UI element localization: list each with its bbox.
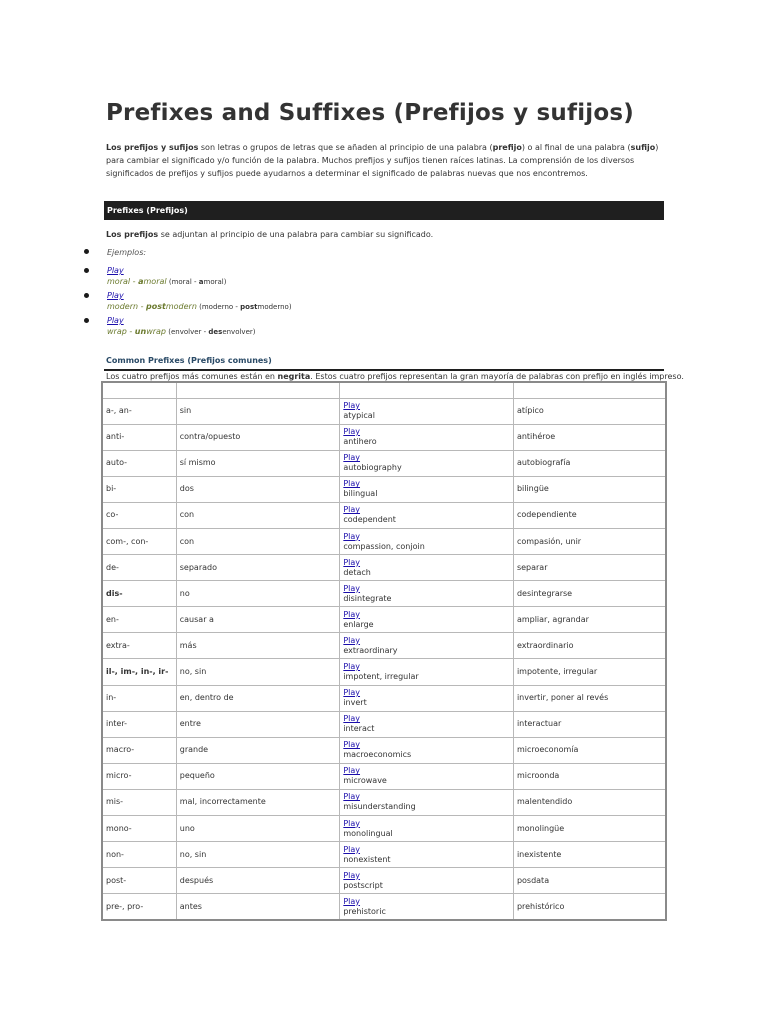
meaning-cell: entre — [176, 711, 340, 737]
example-cell — [340, 685, 514, 711]
translation-cell: compasión, unir — [513, 528, 666, 554]
play-link[interactable]: Play — [343, 818, 361, 828]
table-row — [102, 685, 666, 711]
play-link[interactable]: Play — [343, 505, 361, 515]
prefix-cell: non- — [102, 842, 176, 868]
table-row — [102, 555, 666, 581]
example-gloss — [197, 303, 292, 311]
translation-cell: inexistente — [513, 842, 666, 868]
example-base-word: moral — [107, 277, 131, 286]
meaning-cell: uno — [176, 816, 340, 842]
example-word: detach — [343, 567, 371, 577]
translation-cell: interactuar — [513, 711, 666, 737]
intro-text-3: ) para cambiar el significado y/o función de la palabra. Muchos prefijos y sufijos tienen raíces latinas. La comprensión de los diversos significados de prefijos y sufijos puede ayudarnos a determinar el significado de palabras nuevas que nos encontremos. — [106, 143, 659, 178]
play-link[interactable]: Play — [343, 427, 361, 437]
play-link[interactable]: Play — [107, 291, 124, 300]
example-prefix: a — [138, 277, 144, 286]
prefix-cell: en- — [102, 607, 176, 633]
meaning-cell: pequeño — [176, 763, 340, 789]
intro-bold-lead: Los prefijos y sufijos — [106, 143, 199, 152]
prefix-cell: a-, an- — [102, 398, 176, 424]
gloss-open: (envolver - — [166, 328, 209, 336]
table-row — [102, 607, 666, 633]
example-base-word: wrap — [107, 327, 127, 336]
prefix-table-body — [102, 382, 666, 920]
play-link[interactable]: Play — [343, 479, 361, 489]
prefix-cell: extra- — [102, 633, 176, 659]
gloss-rest: moral) — [203, 278, 227, 286]
gloss-bold: post — [240, 303, 258, 311]
play-link[interactable]: Play — [343, 870, 361, 880]
header-cell — [340, 382, 514, 398]
intro-text-2: ) o al final de una palabra ( — [521, 143, 631, 152]
section-desc-bold: Los prefijos — [106, 230, 159, 239]
example-cell — [340, 894, 514, 920]
translation-cell: antihéroe — [513, 424, 666, 450]
gloss-rest: envolver) — [222, 328, 256, 336]
prefix-cell: mono- — [102, 816, 176, 842]
meaning-cell: más — [176, 633, 340, 659]
prefix-cell: bi- — [102, 476, 176, 502]
translation-cell: autobiografía — [513, 450, 666, 476]
play-link[interactable]: Play — [343, 635, 361, 645]
prefix-cell: post- — [102, 868, 176, 894]
translation-cell: microonda — [513, 763, 666, 789]
meaning-cell: separado — [176, 555, 340, 581]
example-cell — [340, 476, 514, 502]
example-cell — [340, 763, 514, 789]
header-cell — [176, 382, 340, 398]
example-words — [107, 277, 167, 286]
prefix-cell: in- — [102, 685, 176, 711]
bullet-dot — [84, 268, 89, 273]
example-cell — [340, 528, 514, 554]
prefix-table — [101, 381, 667, 921]
note-text-2: . Estos cuatro prefijos representan la gran mayoría de palabras con prefijo en inglés impreso. — [310, 372, 684, 381]
page-title: Prefixes and Suffixes (Prefijos y sufijos) — [106, 100, 634, 126]
table-header-row — [102, 382, 666, 398]
example-prefix: post — [146, 302, 166, 311]
prefix-cell: mis- — [102, 789, 176, 815]
play-link[interactable]: Play — [343, 896, 361, 906]
meaning-cell: en, dentro de — [176, 685, 340, 711]
meaning-cell: causar a — [176, 607, 340, 633]
meaning-cell: contra/opuesto — [176, 424, 340, 450]
play-link[interactable]: Play — [343, 714, 361, 724]
section-header-prefixes: Prefixes (Prefijos) — [104, 201, 664, 220]
meaning-cell: sin — [176, 398, 340, 424]
meaning-cell: no, sin — [176, 842, 340, 868]
common-prefixes-heading: Common Prefixes (Prefijos comunes) — [106, 356, 272, 365]
example-separator: - — [126, 327, 135, 336]
table-row — [102, 424, 666, 450]
example-word: bilingual — [343, 489, 378, 499]
meaning-cell: grande — [176, 737, 340, 763]
example-separator: - — [130, 277, 139, 286]
section-description — [106, 230, 433, 239]
example-word: prehistoric — [343, 906, 386, 916]
example-word: misunderstanding — [343, 802, 416, 812]
play-link[interactable]: Play — [343, 401, 361, 411]
table-row — [102, 763, 666, 789]
examples-label: Ejemplos: — [107, 248, 147, 257]
note-text-1: Los cuatro prefijos más comunes están en — [106, 372, 278, 381]
table-row — [102, 502, 666, 528]
meaning-cell: después — [176, 868, 340, 894]
section-desc-text: se adjuntan al principio de una palabra para cambiar su significado. — [158, 230, 434, 239]
table-row — [102, 789, 666, 815]
common-prefixes-note — [106, 372, 684, 381]
example-item-2 — [107, 290, 292, 313]
play-link[interactable]: Play — [343, 609, 361, 619]
example-cell — [340, 842, 514, 868]
play-link[interactable]: Play — [343, 661, 361, 671]
play-link[interactable]: Play — [343, 557, 361, 567]
prefix-cell: com-, con- — [102, 528, 176, 554]
example-word: extraordinary — [343, 645, 398, 655]
table-row — [102, 398, 666, 424]
prefix-cell: inter- — [102, 711, 176, 737]
play-link[interactable]: Play — [343, 583, 361, 593]
translation-cell: ampliar, agrandar — [513, 607, 666, 633]
play-link[interactable]: Play — [343, 844, 361, 854]
example-cell — [340, 424, 514, 450]
table-row — [102, 450, 666, 476]
table-row — [102, 868, 666, 894]
play-link[interactable]: Play — [343, 453, 361, 463]
example-cell — [340, 816, 514, 842]
translation-cell: impotente, irregular — [513, 659, 666, 685]
table-row — [102, 633, 666, 659]
example-item-3 — [107, 315, 255, 338]
translation-cell: codependiente — [513, 502, 666, 528]
example-word: invert — [343, 698, 367, 708]
example-words — [107, 327, 166, 336]
translation-cell: separar — [513, 555, 666, 581]
intro-text-1: son letras o grupos de letras que se añaden al principio de una palabra ( — [198, 143, 493, 152]
example-word: codependent — [343, 515, 396, 525]
table-row — [102, 737, 666, 763]
example-cell — [340, 450, 514, 476]
bullet-dot — [84, 318, 89, 323]
prefix-cell: de- — [102, 555, 176, 581]
example-cell — [340, 737, 514, 763]
example-derived-word: moral — [143, 277, 167, 286]
bullet-dot — [84, 293, 89, 298]
meaning-cell: no — [176, 581, 340, 607]
intro-bold-sufijo: sufijo — [630, 143, 656, 152]
example-cell — [340, 659, 514, 685]
intro-paragraph — [106, 141, 662, 180]
translation-cell: posdata — [513, 868, 666, 894]
meaning-cell: con — [176, 502, 340, 528]
play-link[interactable]: Play — [343, 740, 361, 750]
gloss-rest: moderno) — [257, 303, 292, 311]
example-word: impotent, irregular — [343, 671, 419, 681]
table-row — [102, 894, 666, 920]
table-row — [102, 711, 666, 737]
prefix-cell: macro- — [102, 737, 176, 763]
example-word: autobiography — [343, 463, 402, 473]
example-prefix: un — [134, 327, 147, 336]
example-words — [107, 302, 197, 311]
play-link[interactable]: Play — [343, 766, 361, 776]
translation-cell: microeconomía — [513, 737, 666, 763]
translation-cell: bilingüe — [513, 476, 666, 502]
gloss-open: (moderno - — [196, 303, 241, 311]
example-word: macroeconomics — [343, 750, 412, 760]
translation-cell: prehistórico — [513, 894, 666, 920]
gloss-bold: des — [208, 328, 223, 336]
meaning-cell: antes — [176, 894, 340, 920]
play-link[interactable]: Play — [107, 266, 124, 275]
prefix-cell: auto- — [102, 450, 176, 476]
translation-cell: invertir, poner al revés — [513, 685, 666, 711]
example-word: compassion, conjoin — [343, 541, 425, 551]
note-bold: negrita — [277, 372, 311, 381]
translation-cell: extraordinario — [513, 633, 666, 659]
example-word: atypical — [343, 411, 375, 421]
example-derived-word: modern — [165, 302, 197, 311]
prefix-cell: il-, im-, in-, ir- — [102, 659, 176, 685]
example-derived-word: wrap — [146, 327, 166, 336]
example-word: disintegrate — [343, 593, 392, 603]
meaning-cell: dos — [176, 476, 340, 502]
table-row — [102, 476, 666, 502]
example-cell — [340, 607, 514, 633]
prefix-cell: co- — [102, 502, 176, 528]
table-row — [102, 528, 666, 554]
bullet-dot — [84, 249, 89, 254]
gloss-open: (moral - — [166, 278, 199, 286]
intro-bold-prefijo: prefijo — [492, 143, 522, 152]
example-word: enlarge — [343, 619, 374, 629]
example-cell — [340, 398, 514, 424]
header-cell — [102, 382, 176, 398]
example-item-1 — [107, 265, 226, 288]
header-cell — [513, 382, 666, 398]
example-cell — [340, 633, 514, 659]
example-word: interact — [343, 724, 375, 734]
prefix-cell: pre-, pro- — [102, 894, 176, 920]
example-cell — [340, 711, 514, 737]
play-link[interactable]: Play — [107, 316, 124, 325]
meaning-cell: sí mismo — [176, 450, 340, 476]
prefix-cell: anti- — [102, 424, 176, 450]
example-cell — [340, 502, 514, 528]
gloss-bold: a — [198, 278, 204, 286]
example-word: antihero — [343, 437, 377, 447]
table-row — [102, 581, 666, 607]
example-word: microwave — [343, 776, 387, 786]
translation-cell: desintegrarse — [513, 581, 666, 607]
example-cell — [340, 789, 514, 815]
example-cell — [340, 555, 514, 581]
meaning-cell: no, sin — [176, 659, 340, 685]
play-link[interactable]: Play — [343, 688, 361, 698]
prefix-cell: micro- — [102, 763, 176, 789]
example-separator: - — [138, 302, 147, 311]
translation-cell: atípico — [513, 398, 666, 424]
prefix-cell: dis- — [102, 581, 176, 607]
table-row — [102, 842, 666, 868]
meaning-cell: mal, incorrectamente — [176, 789, 340, 815]
play-link[interactable]: Play — [343, 792, 361, 802]
meaning-cell: con — [176, 528, 340, 554]
table-row — [102, 659, 666, 685]
example-word: postscript — [343, 880, 383, 890]
translation-cell: monolingüe — [513, 816, 666, 842]
example-cell — [340, 868, 514, 894]
play-link[interactable]: Play — [343, 531, 361, 541]
translation-cell: malentendido — [513, 789, 666, 815]
example-cell — [340, 581, 514, 607]
example-word: nonexistent — [343, 854, 391, 864]
table-row — [102, 816, 666, 842]
example-gloss — [166, 328, 255, 336]
heading-divider — [104, 369, 664, 371]
example-base-word: modern — [107, 302, 139, 311]
example-gloss — [167, 278, 227, 286]
example-word: monolingual — [343, 828, 393, 838]
